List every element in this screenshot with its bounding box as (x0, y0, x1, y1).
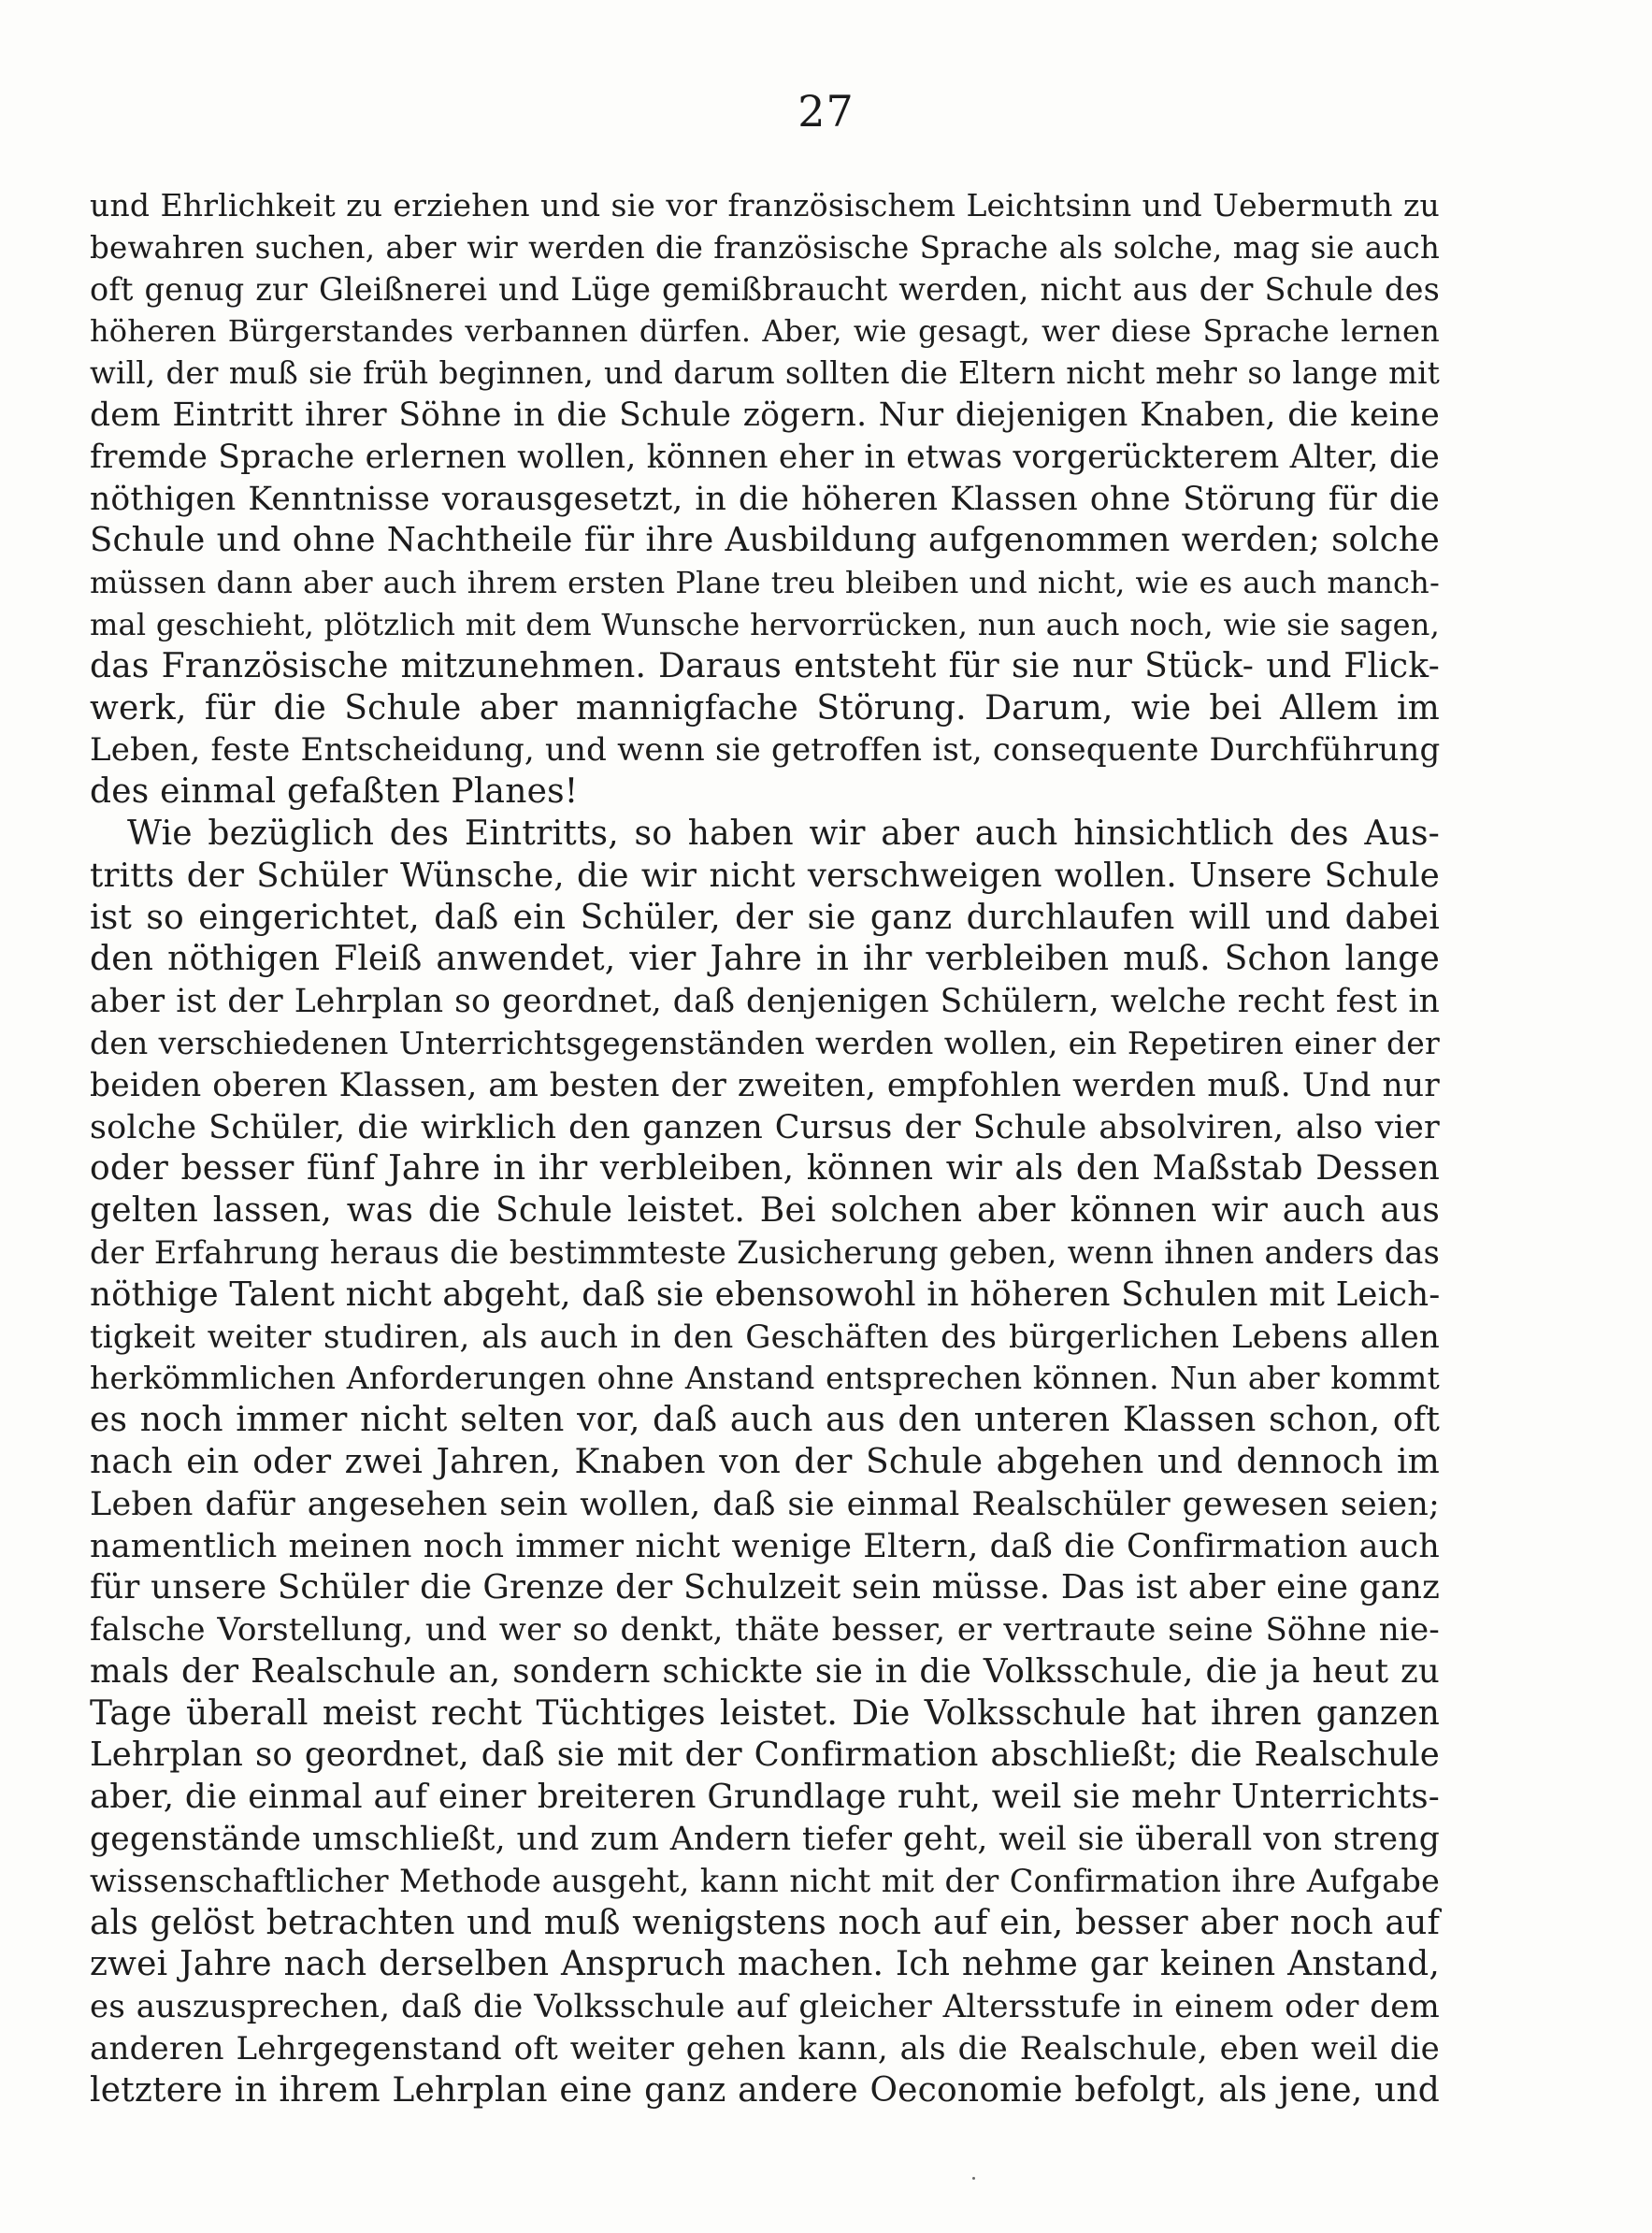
text-line: Leben dafür angesehen sein wollen, daß sie einmal Realschüler gewesen seien; (90, 1485, 1440, 1523)
text-line: wissenschaftlicher Methode ausgeht, kann nicht mit der Confirmation ihre Aufgabe (90, 1862, 1440, 1899)
text-line: werk, für die Schule aber mannigfache Störung. Darum, wie bei Allem im (90, 688, 1440, 728)
text-line: solche Schüler, die wirklich den ganzen Cursus der Schule absolviren, also vier (90, 1108, 1440, 1146)
text-line: aber ist der Lehrplan so geordnet, daß denjenigen Schülern, welche recht fest in (90, 983, 1440, 1021)
text-line: nach ein oder zwei Jahren, Knaben von der Schule abgehen und dennoch im (90, 1442, 1440, 1481)
text-line: bewahren suchen, aber wir werden die französische Sprache als solche, mag sie auch (90, 229, 1440, 266)
text-line: höheren Bürgerstandes verbannen dürfen. Aber, wie gesagt, wer diese Sprache lernen (90, 313, 1440, 350)
text-line: des einmal gefaßten Planes! (90, 772, 579, 812)
body-text (90, 185, 1440, 2112)
text-line: falsche Vorstellung, und wer so denkt, thäte besser, er vertraute seine Söhne nie- (90, 1611, 1440, 1650)
text-line: anderen Lehrgegenstand oft weiter gehen kann, als die Realschule, eben weil die (90, 2030, 1440, 2068)
text-line: nöthigen Kenntnisse vorausgesetzt, in die höheren Klassen ohne Störung für die (90, 480, 1440, 518)
text-line: Leben, feste Entscheidung, und wenn sie getroffen ist, consequente Durchführung (90, 731, 1441, 770)
paper-speck (972, 2177, 975, 2180)
text-line: den verschiedenen Unterrichtsgegenständen werden wollen, ein Repetiren einer der (90, 1024, 1440, 1061)
text-line: mal geschieht, plötzlich mit dem Wunsche hervorrücken, nun auch noch, wie sie sagen, (90, 606, 1440, 642)
text-line: beiden oberen Klassen, am besten der zweiten, empfohlen werden muß. Und nur (90, 1066, 1440, 1104)
text-line: letztere in ihrem Lehrplan eine ganz andere Oeconomie befolgt, als jene, und (90, 2070, 1440, 2110)
text-line: Tage überall meist recht Tüchtiges leistet. Die Volksschule hat ihren ganzen (90, 1693, 1440, 1733)
text-line: namentlich meinen noch immer nicht wenige Eltern, daß die Confirmation auch (90, 1527, 1440, 1565)
text-line: tigkeit weiter studiren, als auch in den Geschäften des bürgerlichen Lebens allen (90, 1318, 1440, 1356)
text-line: tritts der Schüler Wünsche, die wir nicht verschweigen wollen. Unsere Schule (90, 856, 1440, 895)
text-line: es auszusprechen, daß die Volksschule auf gleicher Altersstufe in einem oder dem (90, 1988, 1440, 2026)
text-line: für unsere Schüler die Grenze der Schulzeit sein müsse. Das ist aber eine ganz (90, 1568, 1440, 1607)
text-line: dem Eintritt ihrer Söhne in die Schule zögern. Nur diejenigen Knaben, die keine (90, 396, 1440, 434)
text-line: mals der Realschule an, sondern schickte sie in die Volksschule, die ja heut zu (90, 1651, 1440, 1691)
text-line: Wie bezüglich des Eintritts, so haben wir aber auch hinsichtlich des Aus- (127, 814, 1440, 853)
text-line: aber, die einmal auf einer breiteren Grundlage ruht, weil sie mehr Unterrichts- (90, 1778, 1440, 1817)
text-line: herkömmlichen Anforderungen ohne Anstand entsprechen können. Nun aber kommt (90, 1360, 1440, 1397)
text-line: gegenstände umschließt, und zum Andern tiefer geht, weil sie überall von streng (90, 1821, 1440, 1859)
text-line: gelten lassen, was die Schule leistet. Bei solchen aber können wir auch aus (90, 1191, 1440, 1231)
text-line: nöthige Talent nicht abgeht, daß sie ebensowohl in höheren Schulen mit Leich- (90, 1275, 1441, 1314)
text-line: ist so eingerichtet, daß ein Schüler, der sie ganz durchlaufen will und dabei (90, 898, 1440, 937)
text-line: den nöthigen Fleiß anwendet, vier Jahre in ihr verbleiben muß. Schon lange (90, 940, 1440, 979)
text-line: es noch immer nicht selten vor, daß auch aus den unteren Klassen schon, oft (90, 1401, 1440, 1440)
text-line: der Erfahrung heraus die bestimmteste Zusicherung geben, wenn ihnen anders das (90, 1233, 1440, 1271)
text-line: oft genug zur Gleißnerei und Lüge gemißbraucht werden, nicht aus der Schule des (90, 270, 1440, 308)
text-line: Schule und ohne Nachtheile für ihre Ausbildung aufgenommen werden; solche (90, 521, 1440, 560)
text-line: Lehrplan so geordnet, daß sie mit der Confirmation abschließt; die Realschule (90, 1736, 1440, 1775)
text-line: müssen dann aber auch ihrem ersten Plane treu bleiben und nicht, wie es auch manch- (90, 565, 1440, 601)
text-line: als gelöst betrachten und muß wenigstens noch auf ein, besser aber noch auf (90, 1903, 1440, 1942)
text-line: und Ehrlichkeit zu erziehen und sie vor französischem Leichtsinn und Uebermuth zu (90, 187, 1440, 223)
text-line: will, der muß sie früh beginnen, und darum sollten die Eltern nicht mehr so lange mit (90, 355, 1440, 392)
text-line: oder besser fünf Jahre in ihr verbleiben, können wir als den Maßstab Dessen (90, 1149, 1440, 1189)
page-number: 27 (797, 86, 855, 137)
text-line: zwei Jahre nach derselben Anspruch machen. Ich nehme gar keinen Anstand, (90, 1945, 1440, 1984)
text-line: fremde Sprache erlernen wollen, können eher in etwas vorgerückterem Alter, die (90, 438, 1440, 476)
text-line: das Französische mitzunehmen. Daraus entsteht für sie nur Stück- und Flick- (90, 646, 1440, 685)
